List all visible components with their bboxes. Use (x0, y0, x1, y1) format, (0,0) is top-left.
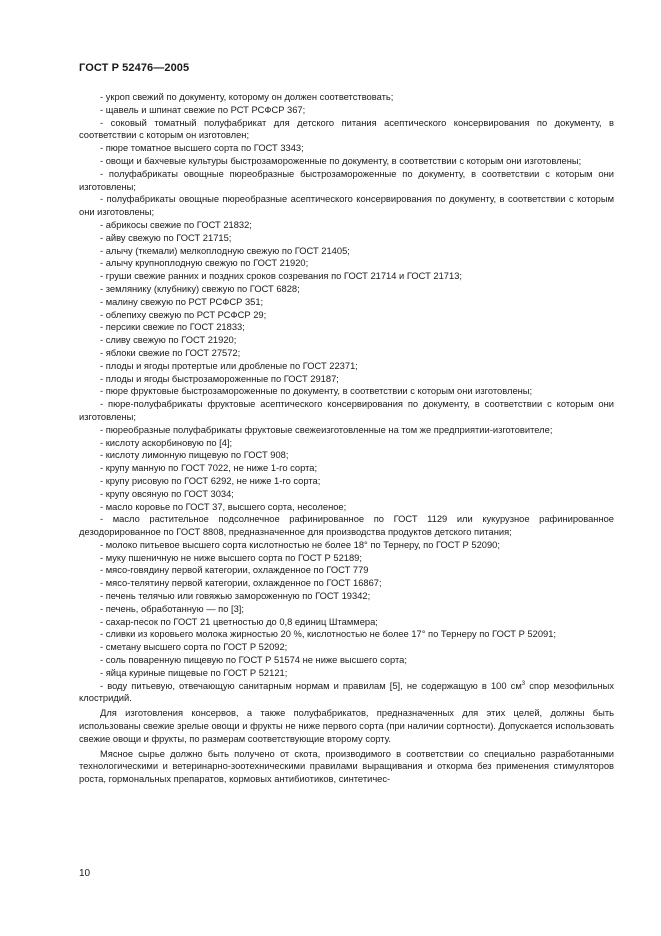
list-item: - полуфабрикаты овощные пюреобразные быстрозамороженные по документу, в соответствии с которым они изготовлены; (79, 168, 614, 192)
list-item: - крупу рисовую по ГОСТ 6292, не ниже 1-го сорта; (100, 475, 321, 486)
list-item: - соковый томатный полуфабрикат для детского питания асептического консервирования по документу, в соответствии с которым он изготовлен; (79, 117, 614, 141)
list-item: - кислоту лимонную пищевую по ГОСТ 908; (100, 450, 289, 461)
list-item: - пюреобразные полуфабрикаты фруктовые свежеизготовленные на том же предприятии-изготовителе; (100, 424, 553, 435)
list-item: - сливки из коровьего молока жирностью 20 %, кислотностью не более 17° по Тернеру по ГОСТ Р 52091; (100, 629, 557, 640)
document-header: ГОСТ Р 52476—2005 (79, 62, 190, 74)
list-item: - мясо-говядину первой категории, охлажденное по ГОСТ 779 (100, 565, 369, 576)
list-item: - пюре-полуфабрикаты фруктовые асептического консервирования по документу, в соответствии с которым они изготовлены; (79, 399, 614, 422)
document-body (79, 91, 614, 786)
list-item: - молоко питьевое высшего сорта кислотностью не более 18° по Тернеру, по ГОСТ Р 52090; (100, 539, 500, 550)
list-item: - пюре томатное высшего сорта по ГОСТ 3343; (100, 143, 304, 154)
list-item: - мясо-телятину первой категории, охлажденное по ГОСТ 16867; (100, 578, 382, 589)
list-item: - алычу (ткемали) мелкоплодную свежую по ГОСТ 21405; (100, 245, 350, 256)
list-item: - плоды и ягоды быстрозамороженные по ГОСТ 29187; (100, 373, 339, 384)
list-item-water (79, 680, 614, 706)
list-item: - печень, обработанную — по [3]; (100, 603, 244, 614)
list-item: - облепиху свежую по РСТ РСФСР 29; (100, 309, 267, 320)
list-item: - крупу манную по ГОСТ 7022, не ниже 1-го сорта; (100, 463, 318, 474)
list-item: - сахар-песок по ГОСТ 21 цветностью до 0,8 единиц Штаммера; (100, 616, 378, 627)
list-item: - крупу овсяную по ГОСТ 3034; (100, 488, 234, 499)
list-item: - груши свежие ранних и поздних сроков созревания по ГОСТ 21714 и ГОСТ 21713; (100, 271, 462, 282)
paragraph-meat-raw-material: Мясное сырье должно быть получено от скота, производимого в соответствии со специально разработанными технологическими и ветеринарно-зоотехническими правилами выращивания и откорма без применения стимуляторов роста, гормональных препаратов, кормовых антибиотиков, синтетичес- (79, 748, 614, 785)
list-item: - масло растительное подсолнечное рафинированное по ГОСТ 1129 или кукурузное рафинированное дезодорированное по ГОСТ 8808, предназначенное для производства продуктов детского питания; (79, 514, 614, 538)
list-item: - алычу крупноплодную свежую по ГОСТ 21920; (100, 258, 309, 269)
list-item: - полуфабрикаты овощные пюреобразные асептического консервирования по документу, в соответствии с которым они изготовлены; (79, 194, 614, 218)
list-item: - персики свежие по ГОСТ 21833; (100, 322, 245, 333)
superscript-cube: 3 (521, 680, 526, 687)
list-item: - соль поваренную пищевую по ГОСТ Р 51574 не ниже высшего сорта; (100, 655, 407, 666)
list-item: - пюре фруктовые быстрозамороженные по документу, в соответствии с которым они изготовлены; (100, 386, 533, 397)
list-item: - сметану высшего сорта по ГОСТ Р 52092; (100, 642, 288, 653)
list-item: - абрикосы свежие по ГОСТ 21832; (100, 219, 252, 230)
list-item: - укроп свежий по документу, которому он должен соответствовать; (100, 92, 394, 102)
list-item: - сливу свежую по ГОСТ 21920; (100, 335, 237, 346)
list-item: - плоды и ягоды протертые или дробленые по ГОСТ 22371; (100, 360, 358, 371)
list-item: - яйца куриные пищевые по ГОСТ Р 52121; (100, 667, 288, 678)
list-item: - малину свежую по РСТ РСФСР 351; (100, 296, 264, 307)
page-number: 10 (79, 868, 91, 879)
list-item: - щавель и шпинат свежие по РСТ РСФСР 367; (100, 104, 306, 115)
list-item: - землянику (клубнику) свежую по ГОСТ 6828; (100, 283, 300, 294)
list-item: - масло коровье по ГОСТ 37, высшего сорта, несоленое; (100, 501, 347, 512)
ingredient-list (79, 91, 614, 680)
list-item: - муку пшеничную не ниже высшего сорта по ГОСТ Р 52189; (100, 552, 362, 563)
list-item: - печень телячью или говяжью замороженную по ГОСТ 19342; (100, 591, 371, 602)
list-item: - овощи и бахчевые культуры быстрозамороженные по документу, в соответствии с которым они изготовлены; (100, 155, 582, 166)
paragraph-fresh-produce: Для изготовления консервов, а также полуфабрикатов, предназначенных для этих целей, должны быть использованы свежие зрелые овощи и фрукты не ниже первого сорта (при наличии сортности). Допускается использовать свежие овощи и фрукты, по размерам соответствующие второму сорту. (79, 708, 614, 744)
water-item-text: - воду питьевую, отвечающую санитарным нормам и правилам [5], не содержащую в 100 см (100, 680, 522, 691)
list-item: - айву свежую по ГОСТ 21715; (100, 232, 232, 243)
water-item-text-end: спор мезофильных клостридий. (79, 680, 614, 704)
list-item: - кислоту аскорбиновую по [4]; (100, 437, 233, 448)
list-item: - яблоки свежие по ГОСТ 27572; (100, 347, 241, 358)
